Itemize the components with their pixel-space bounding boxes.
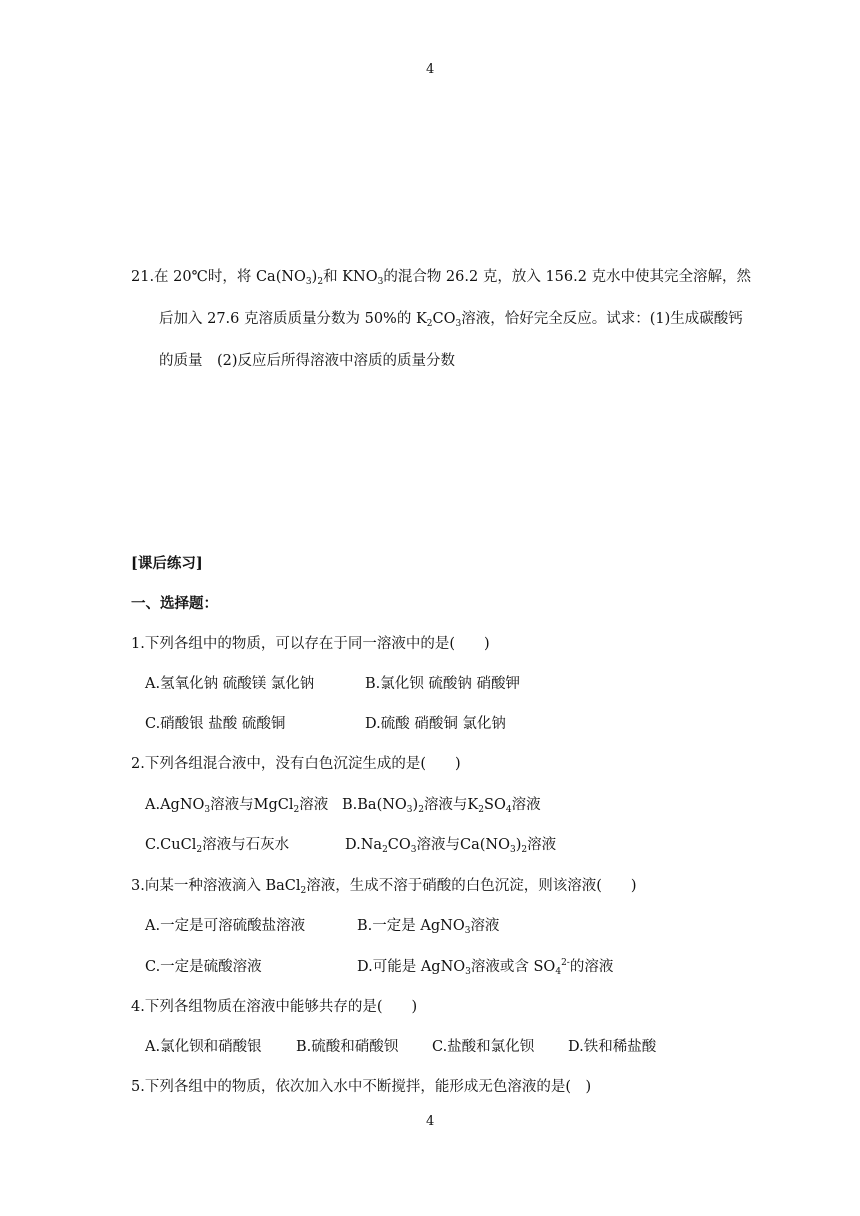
q2-text: A.AgNO [145, 797, 205, 813]
q2-option-a [145, 795, 328, 815]
subscript: 4 [555, 967, 562, 977]
q3-option-a: A.一定是可溶硫酸盐溶液 [145, 918, 306, 934]
page-number-bottom: 4 [426, 1114, 435, 1129]
subscript: 4 [505, 805, 512, 815]
section-heading: [课后练习] [131, 555, 203, 572]
q2-text: CO [387, 837, 411, 853]
q3-text: 溶液或含 SO [470, 959, 556, 975]
q2-text: 溶液与MgCl [210, 797, 294, 813]
q2-text: 溶液 [511, 797, 541, 813]
q21-text: 溶液，恰好完全反应。试求：(1)生成碳酸钙 [461, 311, 743, 327]
q2-text: ) [412, 797, 419, 813]
subscript: 2 [418, 805, 424, 815]
subscript: 3 [465, 967, 471, 977]
q2-option-d [345, 835, 556, 855]
q2-text: ) [515, 837, 522, 853]
subscript: 3 [510, 845, 516, 855]
q2-text: 溶液 [527, 837, 557, 853]
q4-option-a: A.氯化钡和硝酸银 [145, 1039, 262, 1055]
q21-text: 后加入 27.6 克溶质质量分数为 50%的 K [159, 311, 427, 327]
q21-text: 21.在 20℃时，将 Ca(NO [131, 269, 306, 285]
q21-text: ) [311, 269, 318, 285]
q4-stem: 4.下列各组物质在溶液中能够共存的是( ) [131, 999, 418, 1015]
q2-option-c [145, 835, 289, 855]
q2-text: C.CuCl [145, 837, 197, 853]
page-number-top: 4 [426, 62, 435, 77]
subscript: 2 [293, 805, 300, 815]
subscript: 2 [300, 886, 307, 896]
subscript: 3 [305, 277, 312, 287]
q1-option-a: A.氢氧化钠 硫酸镁 氯化钠 [145, 676, 315, 692]
q2-option-b [342, 795, 541, 815]
q3-text: 溶液 [470, 918, 500, 934]
subscript: 3 [464, 926, 471, 936]
subscript: 3 [204, 805, 211, 815]
q2-text: 溶液与石灰水 [202, 837, 290, 853]
q3-text: 的溶液 [569, 959, 614, 975]
q2-text: 溶液与Ca(NO [416, 837, 510, 853]
q2-text: B.Ba(NO [342, 797, 407, 813]
q21-text: 的混合物 26.2 克，放入 156.2 克水中使其完全溶解，然 [383, 269, 752, 285]
section-subheading: 一、选择题： [131, 595, 218, 612]
subscript: 3 [406, 805, 413, 815]
q4-option-b: B.硫酸和硝酸钡 [296, 1039, 399, 1055]
subscript: 2 [196, 845, 203, 855]
q3-text: 3.向某一种溶液滴入 BaCl [131, 878, 301, 894]
q2-text: 溶液 [299, 797, 329, 813]
q21-line-2 [159, 309, 743, 329]
q3-text: B.一定是 AgNO [357, 918, 465, 934]
subscript: 2 [382, 845, 388, 855]
q1-option-c: C.硝酸银 盐酸 硫酸铜 [145, 716, 286, 732]
q21-text: CO [432, 311, 456, 327]
subscript: 2 [426, 319, 433, 329]
subscript: 2 [317, 277, 324, 287]
q3-option-c: C.一定是硫酸溶液 [145, 959, 262, 975]
q4-option-c: C.盐酸和氯化钡 [432, 1039, 535, 1055]
q21-line-3: 的质量 (2)反应后所得溶液中溶质的质量分数 [159, 353, 456, 369]
subscript: 2 [521, 845, 528, 855]
q1-option-b: B.氯化钡 硫酸钠 硝酸钾 [365, 676, 520, 692]
q3-option-d [357, 957, 613, 977]
q3-text: D.可能是 AgNO [357, 959, 466, 975]
superscript: 2- [561, 958, 570, 968]
q5-stem: 5.下列各组中的物质，依次加入水中不断搅拌，能形成无色溶液的是( ) [131, 1079, 592, 1095]
q2-text: 溶液与K [423, 797, 479, 813]
q3-text: 溶液，生成不溶于硝酸的白色沉淀，则该溶液( ) [306, 878, 637, 894]
q1-option-d: D.硫酸 硝酸铜 氯化钠 [365, 716, 506, 732]
q21-text: 和 KNO [323, 269, 378, 285]
q3-stem [131, 876, 637, 896]
q2-text: D.Na [345, 837, 383, 853]
q1-stem: 1.下列各组中的物质，可以存在于同一溶液中的是( ) [131, 636, 490, 652]
q2-text: SO [484, 797, 506, 813]
q2-stem: 2.下列各组混合液中，没有白色沉淀生成的是( ) [131, 756, 461, 772]
q4-option-d: D.铁和稀盐酸 [568, 1039, 657, 1055]
q3-option-b [357, 916, 499, 936]
subscript: 3 [377, 277, 384, 287]
subscript: 3 [410, 845, 417, 855]
q21-line-1 [131, 267, 751, 287]
subscript: 2 [478, 805, 485, 815]
subscript: 3 [455, 319, 462, 329]
